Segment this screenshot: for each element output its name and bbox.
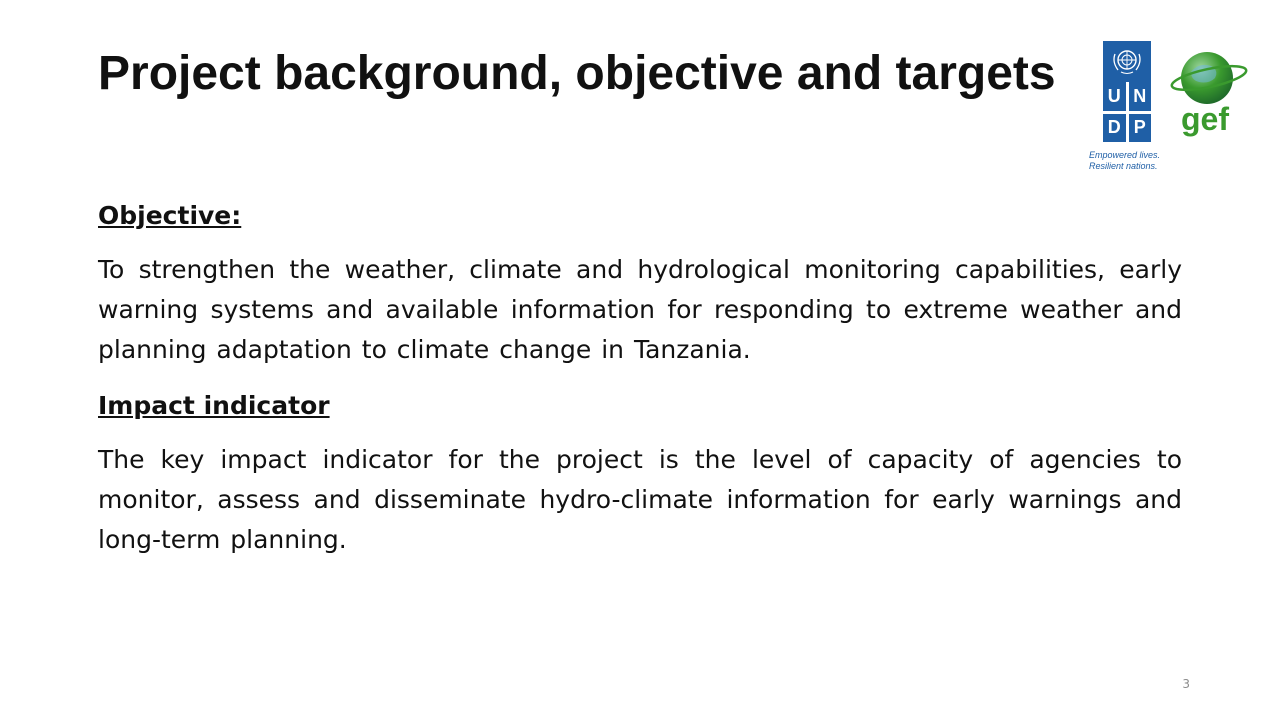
slide-title: Project background, objective and targets [98,47,1056,100]
undp-logo [1103,41,1151,142]
objective-heading: Objective: [98,201,242,230]
un-emblem-icon [1108,46,1146,76]
objective-text: To strengthen the weather, climate and hydrological monitoring capabilities, early warning systems and available information for responding to extreme weather and planning adaptation to climate change in Tanzania. [98,255,1182,364]
logo-group [1085,38,1255,178]
undp-letter: P [1129,114,1152,143]
slide-body [98,196,1182,576]
page-number: 3 [1182,677,1190,691]
undp-letter: N [1129,82,1152,111]
undp-letter: D [1103,114,1126,143]
impact-text: The key impact indicator for the project is the level of capacity of agencies to monitor, assess and disseminate hydro-climate information for early warnings and long-term planning. [98,445,1182,554]
undp-letter: U [1103,82,1126,111]
undp-tagline-line: Empowered lives. [1089,150,1161,160]
gef-wordmark: gef [1181,101,1229,137]
undp-tagline-line: Resilient nations. [1089,161,1158,171]
impact-heading: Impact indicator [98,391,330,420]
undp-letters [1103,82,1151,142]
gef-logo [1169,44,1249,144]
undp-tagline [1089,150,1189,172]
